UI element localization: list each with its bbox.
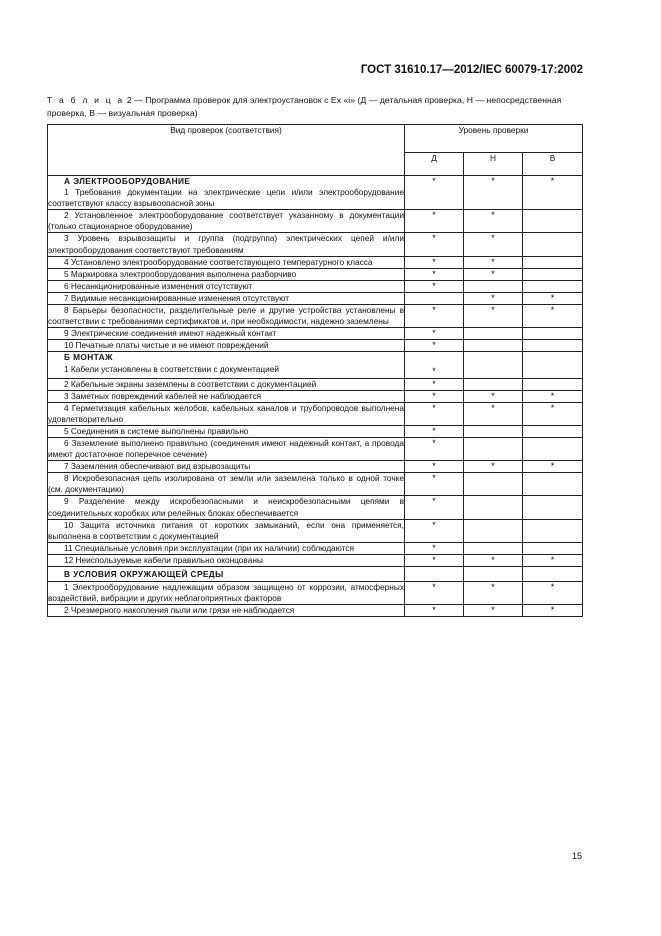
mark-n [464,542,523,554]
mark-d: * [405,437,464,460]
mark-n [464,496,523,519]
mark-v [523,496,583,519]
table-row [48,402,583,425]
mark-n [464,328,523,340]
row-description: 10 Печатные платы чистые и не имеют повреждений [64,340,269,351]
mark-d: * [405,328,464,340]
row-description: А ЭЛЕКТРООБОРУДОВАНИЕ 1 Требования документации на электрические цепи и/или электрооборудование соответствуют классу взрывоопасной зоны [48,176,404,209]
document-header: ГОСТ 31610.17—2012/IEC 60079-17:2002 [360,64,583,76]
section-title: В УСЛОВИЯ ОКРУЖАЮЩЕЙ СРЕДЫ [64,569,224,579]
row-description: 3 Уровень взрывозащиты и группа (подгруппа) электрических цепей и/или электрооборудования соответствуют требованиям [48,233,404,255]
mark-n [464,425,523,437]
mark-n: * [464,292,523,304]
table-row [48,437,583,460]
inspection-table [47,124,583,617]
mark-d: * [405,280,464,292]
mark-v [523,233,583,256]
mark-v: * [523,554,583,566]
mark-d: * [405,378,464,390]
mark-v: * [523,292,583,304]
mark-d: * [405,210,464,233]
table-row [48,378,583,390]
table-row [48,390,583,402]
mark-v [523,256,583,268]
mark-d: * [405,461,464,473]
mark-v: * [523,305,583,328]
column-header-check-type: Вид проверок (соответствия) [48,125,405,176]
mark-n: * [464,402,523,425]
table-row [48,473,583,496]
row-description: 7 Видимые несанкционированные изменения отсутствуют [64,292,290,303]
row-description: 9 Разделение между искробезопасными и неискробезопасными цепями в соединительных коробках или релейных блоках обеспечивается [48,496,404,518]
mark-d: * [405,176,464,210]
mark-n: * [464,210,523,233]
mark-n [464,437,523,460]
mark-d: * [405,352,464,378]
table-row [48,605,583,617]
mark-n: * [464,390,523,402]
row-description: 4 Установлено электрооборудование соответствующего температурного класса [64,256,373,267]
mark-n [464,473,523,496]
row-description: 2 Установленное электрооборудование соответствует указанному в документации (только стационарное оборудование) [48,210,404,232]
mark-d: * [405,542,464,554]
mark-v: * [523,176,583,210]
table-row [48,328,583,340]
mark-v [523,437,583,460]
row-description: 9 Электрические соединения имеют надежный контакт [64,328,277,339]
mark-n: * [464,605,523,617]
mark-d: * [405,305,464,328]
table-row [48,496,583,519]
row-description: 6 Несанкционированные изменения отсутствуют [64,280,253,291]
mark-d: * [405,340,464,352]
table-row [48,292,583,304]
mark-d [405,292,464,304]
mark-n [464,519,523,542]
mark-d: * [405,233,464,256]
mark-v [523,328,583,340]
row-description [48,567,405,582]
mark-v [523,378,583,390]
table-row [48,542,583,554]
row-description: Б МОНТАЖ 1 Кабели установлены в соответствии с документацией [48,352,405,378]
mark-d: * [405,256,464,268]
mark-n: * [464,461,523,473]
table-row [48,461,583,473]
table-row [48,554,583,566]
row-description: 3 Заметных повреждений кабелей не наблюдается [64,390,262,401]
mark-v [523,542,583,554]
row-description: 8 Искробезопасная цепь изолирована от земли или заземлена только в одной точке (см. документацию) [48,473,404,495]
mark-n: * [464,582,523,605]
mark-d: * [405,496,464,519]
column-header-v: В [523,153,583,176]
mark-v [523,519,583,542]
mark-n: * [464,176,523,210]
table-row [48,582,583,605]
table-caption-text: 2 — Программа проверок для электроустановок с Ex «i» (Д — детальная проверка, Н — непосредственная проверка, В — визуальная проверка) [47,95,562,118]
table-row [48,233,583,256]
mark-d: * [405,519,464,542]
section-title: А ЭЛЕКТРООБОРУДОВАНИЕ [64,176,191,186]
table-caption [47,94,582,120]
mark-v [523,268,583,280]
mark-n [464,280,523,292]
mark-n: * [464,305,523,328]
mark-v [523,425,583,437]
mark-v: * [523,402,583,425]
table-body [48,176,583,617]
mark-v: * [523,582,583,605]
mark-n: * [464,268,523,280]
row-description: 4 Герметизация кабельных желобов, кабельных каналов и трубопроводов выполнена удовлетворительно [48,402,404,424]
table-row [48,305,583,328]
mark-d: * [405,425,464,437]
table-row [48,425,583,437]
row-description: 8 Барьеры безопасности, разделительные реле и другие устройства установлены в соответствии с требованиями сертификатов и, при необходимости, надежно заземлены [48,305,404,327]
mark-n [464,340,523,352]
row-description: 7 Заземления обеспечивают вид взрывозащиты [64,461,251,472]
mark-v: * [523,605,583,617]
mark-n: * [464,256,523,268]
mark-n [464,352,523,378]
row-description: 2 Чрезмерного накопления пыли или грязи не наблюдается [64,605,295,616]
mark-n [464,378,523,390]
mark-d: * [405,554,464,566]
table-caption-label: Т а б л и ц а [47,95,125,105]
column-header-d: Д [405,153,464,176]
mark-v [523,210,583,233]
column-header-n: Н [464,153,523,176]
mark-n: * [464,233,523,256]
mark-d: * [405,268,464,280]
mark-v: * [523,390,583,402]
row-description: 10 Защита источника питания от коротких замыканий, если она применяется, выполнена в соответствии с документацией [48,519,404,541]
table-row [48,352,583,378]
table-row [48,567,583,582]
mark-v [523,352,583,378]
mark-d: * [405,473,464,496]
mark-n: * [464,554,523,566]
section-title: Б МОНТАЖ [64,352,113,363]
mark-v [523,473,583,496]
mark-d: * [405,402,464,425]
table-row [48,519,583,542]
row-description: 5 Соединения в системе выполнены правильно [64,425,249,436]
table-row [48,210,583,233]
table-row [48,340,583,352]
row-description: 12 Неиспользуемые кабели правильно оконцованы [64,554,263,565]
row-description: 6 Заземление выполнено правильно (соединения имеют надежный контакт, а провода имеют достаточное поперечное сечение) [48,437,404,460]
table-row [48,268,583,280]
mark-d: * [405,390,464,402]
table-row [48,176,583,210]
table-row [48,256,583,268]
row-description: 1 Электрооборудование надлежащим образом защищено от коррозии, атмосферных воздействий, вибрации и других неблагоприятных факторов [48,582,404,604]
column-header-level: Уровень проверки [405,125,583,153]
mark-v [523,280,583,292]
mark-d: * [405,605,464,617]
table-row [48,280,583,292]
row-description: 2 Кабельные экраны заземлены в соответствии с документацией [64,378,317,389]
mark-d: * [405,582,464,605]
mark-v [523,340,583,352]
page-number: 15 [571,851,582,861]
row-description: 11 Специальные условия при эксплуатации (при их наличии) соблюдаются [64,542,355,553]
row-description: 5 Маркировка электрооборудования выполнена разборчиво [64,268,297,279]
mark-v: * [523,461,583,473]
